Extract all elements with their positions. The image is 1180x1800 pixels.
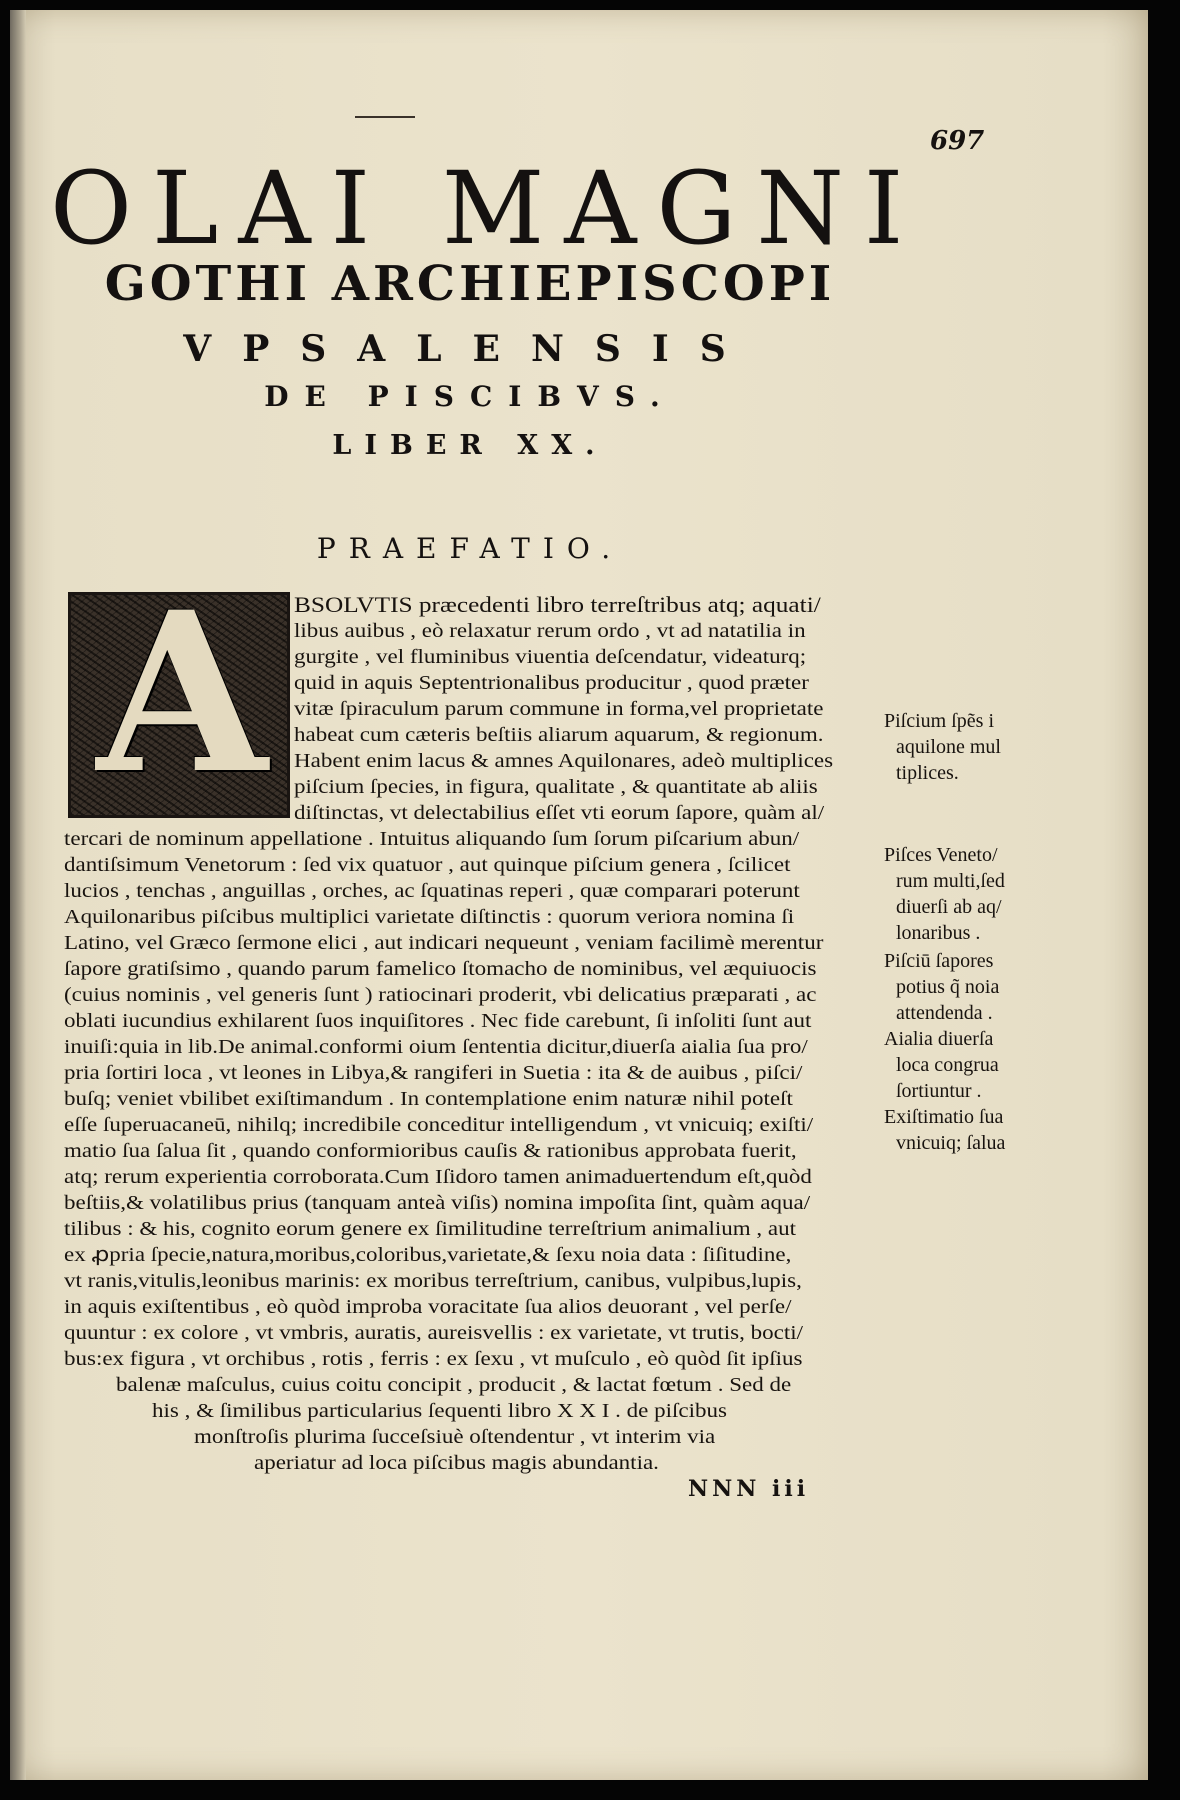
body-line: Latino, vel Græco ſermone elici , aut indicari nequeunt , veniam facilimè merentur: [64, 932, 824, 954]
body-line: monſtroſis plurima ſucceſsiuè oſtendentur , vt interim via: [194, 1426, 716, 1448]
body-line: Aquilonaribus piſcibus multiplici varietate diſtinctis : quorum veriora nomina ſi: [64, 906, 795, 928]
margin-note: tiplices.: [896, 762, 959, 784]
body-line: vitæ ſpiraculum parum commune in forma,vel proprietate: [294, 698, 824, 720]
body-line: quuntur : ex colore , vt vmbris, auratis, aureisvellis : ex varietate, vt trutis, bocti/: [64, 1322, 804, 1344]
body-line: bus:ex figura , vt orchibus , rotis , ferris : ex ſexu , vt muſculo , eò quòd ſit ipſius: [64, 1348, 803, 1370]
body-line: quid in aquis Septentrionalibus producitur , quod præter: [294, 672, 809, 694]
margin-note: potius q̃ noia: [896, 976, 1000, 998]
body-line: tercari de nominum appellatione . Intuitus aliquando ſum ſorum piſcarium abun/: [64, 828, 800, 850]
body-line: dantiſsimum Venetorum : ſed vix quatuor , aut quinque piſcium genera , ſcilicet: [64, 854, 791, 876]
body-line: ſapore gratiſsimo , quando parum famelico ſtomacho de nominibus, vel æquiuocis: [64, 958, 817, 980]
margin-note: attendenda .: [896, 1002, 993, 1024]
title-role: GOTHI ARCHIEPISCOPI: [104, 256, 836, 312]
body-line: habeat cum cæteris beſtiis aliarum aquarum, & regionum.: [294, 724, 824, 746]
body-line: atq; rerum experientia corroborata.Cum Iſidoro tamen animaduertendum eſt,quòd: [64, 1166, 812, 1188]
body-line: gurgite , vel fluminibus viuentia deſcendatur, videaturq;: [294, 646, 807, 668]
decorated-initial: [68, 592, 290, 818]
body-line: vt ranis,vitulis,leonibus marinis: ex moribus terreſtrium, canibus, vulpibus,lupis,: [64, 1270, 802, 1292]
body-line: piſcium ſpecies, in figura, qualitate , & quantitate ab aliis: [294, 776, 818, 798]
margin-note: Aialia diuerſa: [884, 1028, 994, 1050]
body-line: matio ſua ſalua ſit , quando conformioribus cauſis & rationibus approbata fuerit,: [64, 1140, 797, 1162]
book-page: [10, 10, 1148, 1780]
signature-mark: NNN iii: [688, 1476, 810, 1502]
page-binding-edge: [10, 10, 26, 1780]
title-subject: DE PISCIBVS.: [264, 380, 676, 413]
body-line: eſſe ſuperuacaneū, nihilq; incredibile conceditur intelligendum , vt vnicuiq; exiſti/: [64, 1114, 814, 1136]
margin-note: Piſciū ſapores: [884, 950, 994, 972]
body-line: his , & ſimilibus particularius ſequenti libro X X I . de piſcibus: [152, 1400, 727, 1422]
title-author: OLAI MAGNI: [50, 150, 924, 267]
body-line: balenæ maſculus, cuius coitu concipit , producit , & lactat fœtum . Sed de: [116, 1374, 792, 1396]
body-line: Habent enim lacus & amnes Aquilonares, adeò multiplices: [294, 750, 834, 772]
body-line: lucios , tenchas , anguillas , orches, ac ſquatinas reperi , quæ comparari poterunt: [64, 880, 800, 902]
margin-note: lonaribus .: [896, 922, 981, 944]
margin-note: ſortiuntur .: [896, 1080, 982, 1102]
body-line: libus auibus , eò relaxatur rerum ordo , vt ad natatilia in: [294, 620, 806, 642]
margin-note: Exiſtimatio ſua: [884, 1106, 1004, 1128]
body-line: buſq; veniet vbilibet exiſtimandum . In contemplatione enim naturæ nihil poteſt: [64, 1088, 793, 1110]
margin-note: vnicuiq; ſalua: [896, 1132, 1006, 1154]
body-line: in aquis exiſtentibus , eò quòd improba voracitate ſua alios deuorant , vel perſe/: [64, 1296, 792, 1318]
top-rule: [355, 116, 415, 118]
margin-note: loca congrua: [896, 1054, 999, 1076]
body-line: (cuius nominis , vel generis ſunt ) ratiocinari proderit, vbi delicatius præparati , ac: [64, 984, 817, 1006]
body-line: ex ꝓpria ſpecie,natura,moribus,coloribus,varietate,& ſexu noia data : ſiſitudine,: [64, 1244, 792, 1266]
body-line: oblati iucundius exhilarent ſuos inquiſitores . Nec fide carebunt, ſi inſoliti ſunt aut: [64, 1010, 812, 1032]
body-line: diſtinctas, vt delectabilius eſſet vti eorum ſapore, quàm al/: [294, 802, 825, 824]
title-book: LIBER XX.: [332, 430, 608, 461]
body-line: inuiſi:quia in lib.De animal.conformi oium ſententia dicitur,diuerſa aialia ſua pro/: [64, 1036, 808, 1058]
margin-note: aquilone mul: [896, 736, 1001, 758]
initial-letter: A: [96, 592, 268, 818]
body-line: beſtiis,& volatilibus prius (tanquam anteà viſis) nomina impoſita ſint, quàm aqua/: [64, 1192, 811, 1214]
margin-note: diuerſi ab aq/: [896, 896, 1002, 918]
body-line: tilibus : & his, cognito eorum genere ex ſimilitudine terreſtrium animalium , aut: [64, 1218, 797, 1240]
margin-note: Piſcium ſpẽs i: [884, 710, 994, 732]
body-line: aperiatur ad loca piſcibus magis abundantia.: [254, 1452, 659, 1474]
body-line: BSOLVTIS præcedenti libro terreſtribus atq; aquati/: [294, 592, 821, 617]
title-see: VPSALENSIS: [183, 328, 757, 370]
page-number: 697: [930, 126, 985, 156]
body-line: pria ſortiri loca , vt leones in Libya,& rangiferi in Suetia : ita & de auibus , piſci/: [64, 1062, 803, 1084]
margin-note: Piſces Veneto/: [884, 844, 998, 866]
section-heading: PRAEFATIO.: [316, 532, 624, 565]
margin-note: rum multi,ſed: [896, 870, 1005, 892]
